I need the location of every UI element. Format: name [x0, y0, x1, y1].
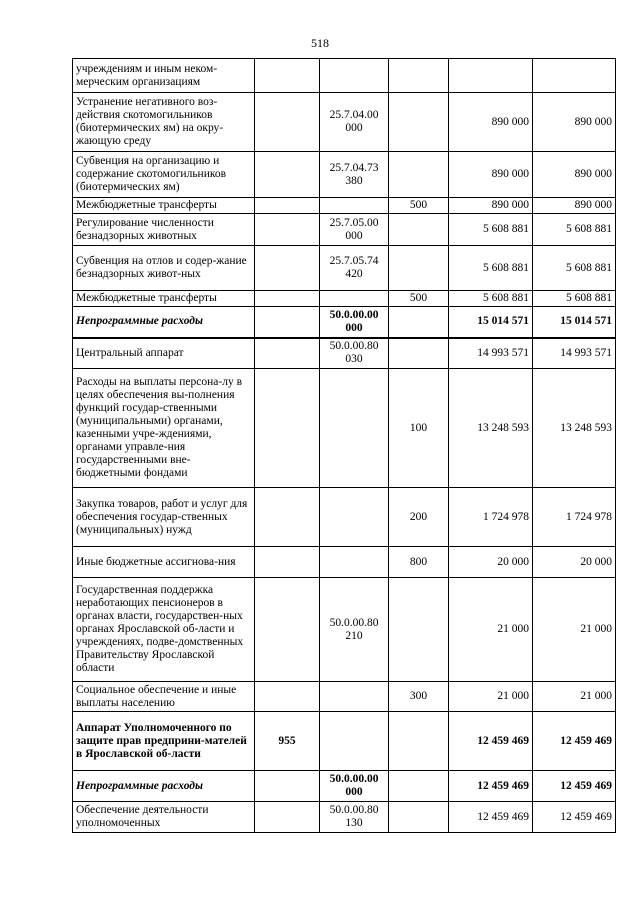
row-amount-1: 12 459 469 [449, 802, 533, 833]
row-ved [255, 369, 320, 488]
row-amount-2: 890 000 [533, 152, 616, 198]
row-name: Закупка товаров, работ и услуг для обеспечения государ-ственных (муниципальных) нужд [73, 488, 255, 547]
row-name: Устранение негативного воз-действия скотомогильников (биотермических ям) на окру-жающую среду [73, 93, 255, 152]
row-ved [255, 198, 320, 214]
row-expense-type [389, 712, 449, 771]
row-name: Субвенция на отлов и содер-жание безнадзорных живот-ных [73, 246, 255, 291]
row-amount-1: 21 000 [449, 578, 533, 682]
row-ved [255, 291, 320, 307]
row-expense-type [389, 152, 449, 198]
row-target-code [320, 59, 389, 93]
row-ved [255, 59, 320, 93]
row-amount-2: 12 459 469 [533, 771, 616, 802]
row-amount-2: 890 000 [533, 93, 616, 152]
row-expense-type [389, 93, 449, 152]
row-expense-type [389, 214, 449, 246]
row-ved [255, 547, 320, 578]
row-amount-2: 1 724 978 [533, 488, 616, 547]
row-name: Расходы на выплаты персона-лу в целях обеспечения вы-полнения функций государ-ственными (муниципальными) органами, казенными учре-ждениями, органами управле-ния государственными вне-бюджетными фондами [73, 369, 255, 488]
row-target-code: 25.7.05.00 000 [320, 214, 389, 246]
row-target-code: 25.7.05.74 420 [320, 246, 389, 291]
row-name: Межбюджетные трансферты [73, 291, 255, 307]
row-amount-1: 21 000 [449, 682, 533, 712]
row-amount-2: 13 248 593 [533, 369, 616, 488]
row-expense-type: 500 [389, 291, 449, 307]
row-amount-1: 12 459 469 [449, 712, 533, 771]
table-row [73, 682, 616, 712]
row-name: Иные бюджетные ассигнова-ния [73, 547, 255, 578]
row-amount-2: 14 993 571 [533, 338, 616, 369]
row-expense-type: 100 [389, 369, 449, 488]
row-amount-2 [533, 59, 616, 93]
row-ved [255, 802, 320, 833]
row-amount-1: 890 000 [449, 93, 533, 152]
table-row [73, 547, 616, 578]
row-amount-1 [449, 59, 533, 93]
row-name: Непрограммные расходы [73, 307, 255, 338]
row-amount-1: 13 248 593 [449, 369, 533, 488]
table-row [73, 338, 616, 369]
row-name: Субвенция на организацию и содержание скотомогильников (биотермических ям) [73, 152, 255, 198]
row-expense-type: 800 [389, 547, 449, 578]
row-name: Обеспечение деятельности уполномоченных [73, 802, 255, 833]
row-target-code: 50.0.00.00 000 [320, 771, 389, 802]
row-amount-2: 21 000 [533, 682, 616, 712]
row-expense-type [389, 578, 449, 682]
row-target-code: 50.0.00.80 130 [320, 802, 389, 833]
row-ved [255, 771, 320, 802]
row-ved [255, 682, 320, 712]
row-target-code [320, 682, 389, 712]
row-name: учреждениям и иным неком-мерческим организациям [73, 59, 255, 93]
page-number: 518 [311, 36, 329, 50]
row-amount-1: 890 000 [449, 198, 533, 214]
table-row [73, 93, 616, 152]
row-ved [255, 246, 320, 291]
table-row [73, 152, 616, 198]
row-amount-2: 5 608 881 [533, 214, 616, 246]
row-amount-2: 890 000 [533, 198, 616, 214]
row-amount-2: 5 608 881 [533, 246, 616, 291]
table-row [73, 246, 616, 291]
row-name: Регулирование численности безнадзорных животных [73, 214, 255, 246]
table-row [73, 369, 616, 488]
table-row [73, 712, 616, 771]
row-ved [255, 93, 320, 152]
row-amount-1: 890 000 [449, 152, 533, 198]
row-amount-2: 5 608 881 [533, 291, 616, 307]
row-target-code: 50.0.00.80 030 [320, 338, 389, 369]
row-ved [255, 578, 320, 682]
row-amount-1: 1 724 978 [449, 488, 533, 547]
row-amount-1: 5 608 881 [449, 214, 533, 246]
row-name: Аппарат Уполномоченного по защите прав предприни-мателей в Ярославской об-ласти [73, 712, 255, 771]
row-target-code: 50.0.00.80 210 [320, 578, 389, 682]
row-amount-1: 5 608 881 [449, 246, 533, 291]
table-row [73, 578, 616, 682]
row-expense-type [389, 802, 449, 833]
row-amount-1: 5 608 881 [449, 291, 533, 307]
row-expense-type: 200 [389, 488, 449, 547]
table-row [73, 214, 616, 246]
row-amount-1: 14 993 571 [449, 338, 533, 369]
row-expense-type: 300 [389, 682, 449, 712]
row-expense-type: 500 [389, 198, 449, 214]
row-expense-type [389, 246, 449, 291]
table-row [73, 488, 616, 547]
row-expense-type [389, 307, 449, 338]
row-expense-type [389, 59, 449, 93]
row-expense-type [389, 771, 449, 802]
row-expense-type [389, 338, 449, 369]
row-target-code [320, 712, 389, 771]
row-name: Межбюджетные трансферты [73, 198, 255, 214]
table-row [73, 802, 616, 833]
row-name: Социальное обеспечение и иные выплаты населению [73, 682, 255, 712]
row-target-code [320, 488, 389, 547]
row-amount-2: 20 000 [533, 547, 616, 578]
row-amount-2: 21 000 [533, 578, 616, 682]
row-amount-1: 15 014 571 [449, 307, 533, 338]
row-amount-1: 12 459 469 [449, 771, 533, 802]
row-name: Государственная поддержка неработающих пенсионеров в органах власти, государствен-ных органах Ярославской об-ласти и учреждениях, подве-домственных Правительству Ярославской области [73, 578, 255, 682]
row-ved [255, 152, 320, 198]
row-ved [255, 338, 320, 369]
table-row [73, 59, 616, 93]
row-ved [255, 488, 320, 547]
row-ved: 955 [255, 712, 320, 771]
row-amount-2: 12 459 469 [533, 712, 616, 771]
row-target-code [320, 291, 389, 307]
row-target-code: 25.7.04.73 380 [320, 152, 389, 198]
row-target-code: 25.7.04.00 000 [320, 93, 389, 152]
table-row [73, 771, 616, 802]
row-target-code [320, 547, 389, 578]
table-row [73, 198, 616, 214]
row-amount-2: 12 459 469 [533, 802, 616, 833]
table-row [73, 307, 616, 338]
row-name: Непрограммные расходы [73, 771, 255, 802]
row-target-code [320, 369, 389, 488]
row-ved [255, 214, 320, 246]
row-amount-2: 15 014 571 [533, 307, 616, 338]
row-ved [255, 307, 320, 338]
row-amount-1: 20 000 [449, 547, 533, 578]
row-target-code: 50.0.00.00 000 [320, 307, 389, 338]
budget-table [72, 58, 616, 833]
row-target-code [320, 198, 389, 214]
row-name: Центральный аппарат [73, 338, 255, 369]
table-row [73, 291, 616, 307]
